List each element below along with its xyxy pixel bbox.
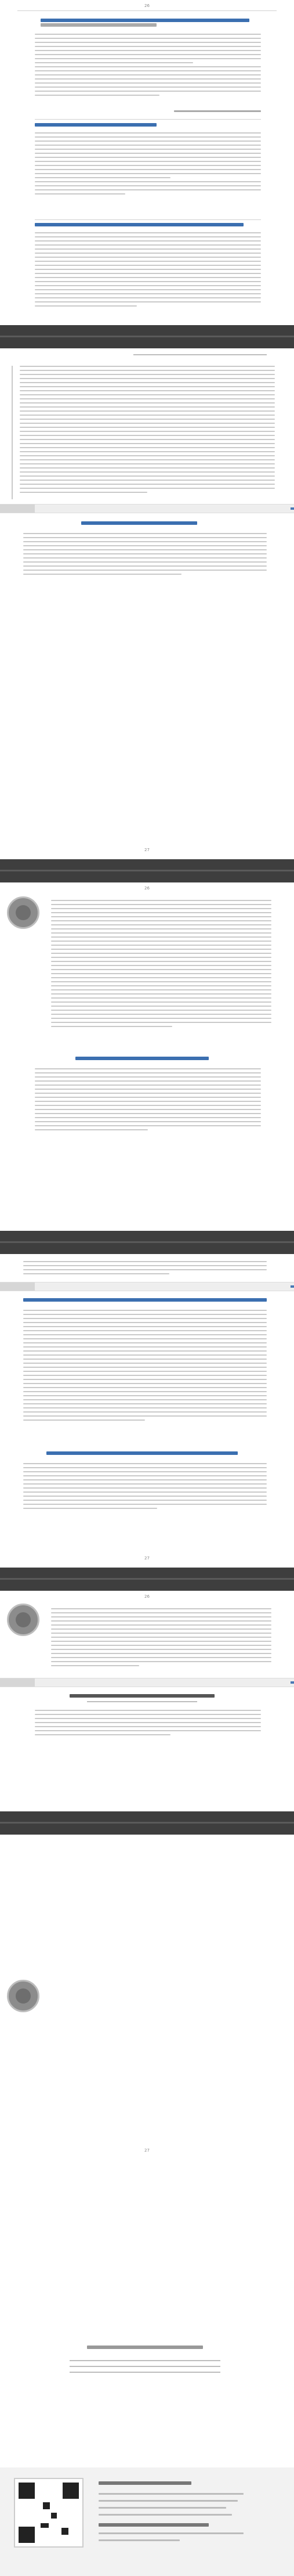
article-body [35, 132, 261, 197]
page-number: 27 [144, 2148, 150, 2153]
page-divider [0, 325, 294, 348]
headline [23, 1298, 267, 1302]
footer-line [99, 2493, 244, 2495]
page-number: 26 [144, 1594, 150, 1599]
page-number: 27 [144, 1556, 150, 1561]
article-body [35, 1710, 261, 1738]
page-number: 27 [144, 848, 150, 852]
article-body [35, 1068, 261, 1133]
headline [46, 1451, 238, 1455]
page [0, 1835, 294, 2467]
page-divider [0, 1231, 294, 1254]
section-band [0, 1678, 294, 1687]
byline [174, 110, 261, 112]
emblem-icon [7, 1604, 39, 1636]
footer-line [99, 2481, 191, 2485]
column-rule [12, 366, 13, 499]
header-rule [133, 354, 267, 355]
section-tab [0, 1678, 35, 1687]
subtitle [87, 1701, 197, 1702]
article-body [35, 34, 261, 99]
footer-line [99, 2539, 180, 2541]
headline [75, 1057, 209, 1060]
article-body [23, 533, 267, 578]
masthead-detail [70, 2360, 220, 2361]
footer-line [99, 2507, 226, 2509]
section-accent [291, 507, 294, 510]
masthead-detail [70, 2372, 220, 2373]
page-divider [0, 1811, 294, 1835]
article-divider [35, 219, 261, 220]
footer-line [99, 2532, 244, 2534]
header-rule [17, 10, 277, 11]
article-body [23, 1261, 267, 1277]
footer [0, 2467, 294, 2576]
section-band [0, 504, 294, 513]
page-divider [0, 1568, 294, 1591]
page-divider [0, 859, 294, 882]
article-body [23, 1310, 267, 1424]
section-accent [291, 1285, 294, 1288]
section-tab [0, 1282, 35, 1291]
page [0, 882, 294, 1231]
headline [35, 123, 157, 127]
emblem-icon [7, 896, 39, 929]
masthead [87, 2346, 203, 2349]
article-divider [35, 119, 261, 120]
page [0, 0, 294, 325]
footer-line [99, 2523, 209, 2527]
section-accent [291, 1681, 294, 1684]
page [0, 1254, 294, 1568]
article-body [51, 900, 271, 1030]
page-number: 26 [144, 3, 150, 8]
article-body [20, 366, 275, 496]
headline-line-2 [41, 23, 157, 27]
footer-line [99, 2514, 232, 2516]
emblem-icon [7, 1980, 39, 2012]
page [0, 1591, 294, 1811]
section-band [0, 1282, 294, 1291]
headline [81, 521, 197, 525]
article-body [51, 1608, 271, 1669]
headline [70, 1694, 215, 1698]
article-body [23, 1463, 267, 1512]
page [0, 348, 294, 859]
article-body [35, 232, 261, 309]
masthead-detail [70, 2366, 220, 2367]
qr-code-icon [14, 2478, 84, 2548]
headline [35, 223, 244, 226]
page-number: 26 [144, 886, 150, 891]
section-tab [0, 505, 35, 513]
headline [41, 19, 249, 22]
footer-line [99, 2500, 238, 2502]
